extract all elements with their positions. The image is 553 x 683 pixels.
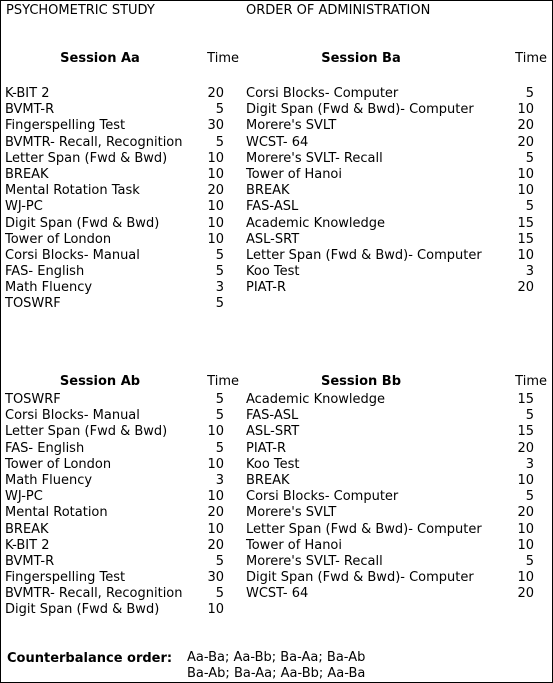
task-time: 5 bbox=[525, 489, 534, 505]
counterbalance-label: Counterbalance order: bbox=[7, 651, 173, 666]
session-ba bbox=[246, 51, 549, 296]
task-row bbox=[5, 424, 239, 440]
task-name: FAS- English bbox=[5, 264, 85, 280]
session-title: Session Ab bbox=[59, 374, 141, 389]
task-name: WJ-PC bbox=[5, 199, 43, 215]
task-row bbox=[5, 586, 239, 602]
task-row bbox=[246, 570, 549, 586]
task-row bbox=[246, 424, 549, 440]
task-name: Fingerspelling Test bbox=[5, 118, 126, 134]
task-name: Koo Test bbox=[246, 456, 300, 472]
task-time: 5 bbox=[215, 264, 224, 280]
task-time: 3 bbox=[215, 280, 224, 296]
task-name: WCST- 64 bbox=[246, 134, 309, 150]
task-time: 5 bbox=[215, 296, 224, 312]
task-row bbox=[246, 538, 549, 554]
task-row bbox=[5, 457, 239, 473]
task-time: 10 bbox=[207, 231, 224, 247]
task-row bbox=[246, 232, 549, 248]
counterbalance-line: Aa-Ba; Aa-Bb; Ba-Aa; Ba-Ab bbox=[187, 650, 366, 665]
task-name: Academic Knowledge bbox=[246, 392, 386, 407]
task-name: Tower of Hanoi bbox=[246, 166, 343, 182]
task-list bbox=[246, 392, 549, 602]
task-time: 10 bbox=[207, 215, 224, 231]
task-row bbox=[5, 280, 239, 296]
task-time: 10 bbox=[517, 521, 534, 537]
task-name: BREAK bbox=[246, 472, 290, 488]
task-time: 10 bbox=[517, 570, 534, 586]
task-name: BREAK bbox=[5, 521, 49, 537]
task-time: 15 bbox=[517, 215, 534, 231]
task-time: 10 bbox=[207, 166, 224, 182]
task-time: 20 bbox=[517, 586, 534, 602]
session-title: Session Aa bbox=[60, 51, 140, 66]
task-name: Corsi Blocks- Manual bbox=[5, 408, 140, 424]
task-row bbox=[5, 554, 239, 570]
task-row bbox=[5, 296, 239, 312]
task-row bbox=[5, 232, 239, 248]
task-time: 30 bbox=[207, 118, 224, 134]
task-name: BREAK bbox=[5, 166, 49, 182]
task-time: 30 bbox=[207, 570, 224, 586]
task-time: 10 bbox=[207, 521, 224, 537]
task-name: Tower of London bbox=[5, 231, 112, 247]
task-row bbox=[5, 392, 239, 408]
session-header bbox=[246, 374, 549, 392]
task-row bbox=[246, 216, 549, 232]
task-row bbox=[5, 602, 239, 618]
task-name: Math Fluency bbox=[5, 472, 93, 488]
task-row bbox=[5, 118, 239, 134]
task-row bbox=[246, 441, 549, 457]
task-name: BVMTR- Recall, Recognition bbox=[5, 134, 183, 150]
task-row bbox=[246, 248, 549, 264]
task-time: 20 bbox=[207, 537, 224, 553]
session-header bbox=[5, 51, 239, 69]
task-time: 5 bbox=[525, 150, 534, 166]
task-name: Digit Span (Fwd & Bwd) bbox=[5, 215, 160, 231]
task-row bbox=[246, 473, 549, 489]
task-name: Tower of London bbox=[5, 456, 112, 472]
task-row bbox=[5, 505, 239, 521]
session-title: Session Ba bbox=[321, 51, 401, 66]
task-time: 10 bbox=[517, 247, 534, 263]
task-list bbox=[246, 86, 549, 296]
counterbalance-line: Ba-Ab; Ba-Aa; Aa-Bb; Aa-Ba bbox=[187, 666, 366, 681]
task-time: 5 bbox=[215, 392, 224, 407]
session-header bbox=[246, 51, 549, 69]
task-time: 20 bbox=[517, 118, 534, 134]
task-name: Morere's SVLT bbox=[246, 505, 337, 521]
task-time: 15 bbox=[517, 424, 534, 440]
task-name: ASL-SRT bbox=[246, 424, 300, 440]
time-column-header: Time bbox=[515, 51, 547, 66]
task-row bbox=[5, 167, 239, 183]
session-ab bbox=[5, 374, 239, 619]
task-name: FAS- English bbox=[5, 440, 85, 456]
task-list bbox=[5, 86, 239, 313]
task-time: 10 bbox=[207, 602, 224, 618]
task-name: BVMTR- Recall, Recognition bbox=[5, 586, 183, 602]
task-time: 10 bbox=[207, 424, 224, 440]
time-column-header: Time bbox=[515, 374, 547, 389]
task-row bbox=[246, 554, 549, 570]
task-name: WCST- 64 bbox=[246, 586, 309, 602]
session-title: Session Bb bbox=[320, 374, 402, 389]
task-time: 20 bbox=[517, 280, 534, 296]
task-row bbox=[5, 183, 239, 199]
task-name: BVMT-R bbox=[5, 553, 55, 569]
task-name: Mental Rotation bbox=[5, 505, 108, 521]
task-time: 15 bbox=[517, 231, 534, 247]
task-name: Corsi Blocks- Computer bbox=[246, 86, 399, 101]
task-row bbox=[5, 216, 239, 232]
task-row bbox=[246, 151, 549, 167]
task-row bbox=[5, 441, 239, 457]
task-time: 15 bbox=[517, 392, 534, 407]
task-name: Digit Span (Fwd & Bwd)- Computer bbox=[246, 570, 474, 586]
task-name: Academic Knowledge bbox=[246, 215, 386, 231]
task-name: PIAT-R bbox=[246, 440, 287, 456]
task-name: Digit Span (Fwd & Bwd)- Computer bbox=[246, 102, 474, 118]
session-aa bbox=[5, 51, 239, 313]
task-name: Morere's SVLT bbox=[246, 118, 337, 134]
task-name: Math Fluency bbox=[5, 280, 93, 296]
task-time: 10 bbox=[207, 489, 224, 505]
document-subtitle: ORDER OF ADMINISTRATION bbox=[246, 3, 431, 18]
task-time: 3 bbox=[525, 456, 534, 472]
task-row bbox=[5, 538, 239, 554]
task-row bbox=[246, 457, 549, 473]
task-time: 3 bbox=[525, 264, 534, 280]
task-time: 10 bbox=[517, 166, 534, 182]
task-time: 10 bbox=[517, 102, 534, 118]
task-time: 3 bbox=[215, 472, 224, 488]
task-row bbox=[246, 522, 549, 538]
task-row bbox=[246, 118, 549, 134]
task-time: 20 bbox=[517, 134, 534, 150]
task-time: 5 bbox=[215, 247, 224, 263]
task-name: PIAT-R bbox=[246, 280, 287, 296]
task-row bbox=[5, 570, 239, 586]
time-column-header: Time bbox=[207, 51, 239, 66]
task-row bbox=[5, 248, 239, 264]
task-name: Mental Rotation Task bbox=[5, 183, 140, 199]
task-row bbox=[5, 86, 239, 102]
task-name: TOSWRF bbox=[5, 392, 61, 407]
task-name: FAS-ASL bbox=[246, 199, 299, 215]
task-time: 5 bbox=[215, 134, 224, 150]
task-name: Letter Span (Fwd & Bwd) bbox=[5, 424, 168, 440]
task-name: K-BIT 2 bbox=[5, 537, 50, 553]
task-name: K-BIT 2 bbox=[5, 86, 50, 101]
task-row bbox=[246, 505, 549, 521]
task-time: 10 bbox=[517, 183, 534, 199]
task-row bbox=[5, 102, 239, 118]
task-row bbox=[246, 102, 549, 118]
task-time: 20 bbox=[207, 86, 224, 101]
task-name: ASL-SRT bbox=[246, 231, 300, 247]
task-row bbox=[5, 489, 239, 505]
task-time: 5 bbox=[215, 553, 224, 569]
task-time: 20 bbox=[517, 505, 534, 521]
task-name: Digit Span (Fwd & Bwd) bbox=[5, 602, 160, 618]
time-column-header: Time bbox=[207, 374, 239, 389]
task-row bbox=[246, 167, 549, 183]
task-row bbox=[246, 489, 549, 505]
task-row bbox=[246, 264, 549, 280]
task-name: BREAK bbox=[246, 183, 290, 199]
task-name: FAS-ASL bbox=[246, 408, 299, 424]
task-row bbox=[246, 183, 549, 199]
task-row bbox=[246, 586, 549, 602]
session-bb bbox=[246, 374, 549, 602]
task-name: WJ-PC bbox=[5, 489, 43, 505]
task-row bbox=[246, 280, 549, 296]
task-name: Corsi Blocks- Computer bbox=[246, 489, 399, 505]
task-row bbox=[5, 135, 239, 151]
task-time: 5 bbox=[215, 102, 224, 118]
task-time: 20 bbox=[207, 505, 224, 521]
task-row bbox=[246, 86, 549, 102]
task-name: Morere's SVLT- Recall bbox=[246, 553, 383, 569]
study-title: PSYCHOMETRIC STUDY bbox=[6, 3, 155, 18]
task-time: 5 bbox=[525, 553, 534, 569]
task-name: Fingerspelling Test bbox=[5, 570, 126, 586]
task-time: 10 bbox=[517, 472, 534, 488]
task-time: 5 bbox=[525, 408, 534, 424]
task-row bbox=[5, 522, 239, 538]
task-name: Koo Test bbox=[246, 264, 300, 280]
task-time: 5 bbox=[215, 440, 224, 456]
task-time: 5 bbox=[215, 586, 224, 602]
task-time: 10 bbox=[207, 199, 224, 215]
task-time: 5 bbox=[525, 86, 534, 101]
task-time: 5 bbox=[525, 199, 534, 215]
session-header bbox=[5, 374, 239, 392]
task-name: Letter Span (Fwd & Bwd)- Computer bbox=[246, 521, 482, 537]
task-name: Morere's SVLT- Recall bbox=[246, 150, 383, 166]
task-row bbox=[5, 473, 239, 489]
task-time: 20 bbox=[517, 440, 534, 456]
task-row bbox=[5, 199, 239, 215]
task-name: Letter Span (Fwd & Bwd)- Computer bbox=[246, 247, 482, 263]
task-row bbox=[246, 199, 549, 215]
task-time: 10 bbox=[207, 456, 224, 472]
task-row bbox=[5, 264, 239, 280]
task-name: Letter Span (Fwd & Bwd) bbox=[5, 150, 168, 166]
task-list bbox=[5, 392, 239, 619]
task-time: 5 bbox=[215, 408, 224, 424]
task-name: BVMT-R bbox=[5, 102, 55, 118]
task-row bbox=[246, 135, 549, 151]
task-name: TOSWRF bbox=[5, 296, 61, 312]
task-time: 20 bbox=[207, 183, 224, 199]
task-name: Tower of Hanoi bbox=[246, 537, 343, 553]
task-name: Corsi Blocks- Manual bbox=[5, 247, 140, 263]
task-row bbox=[5, 408, 239, 424]
task-time: 10 bbox=[517, 537, 534, 553]
task-row bbox=[246, 408, 549, 424]
task-row bbox=[5, 151, 239, 167]
task-time: 10 bbox=[207, 150, 224, 166]
task-row bbox=[246, 392, 549, 408]
